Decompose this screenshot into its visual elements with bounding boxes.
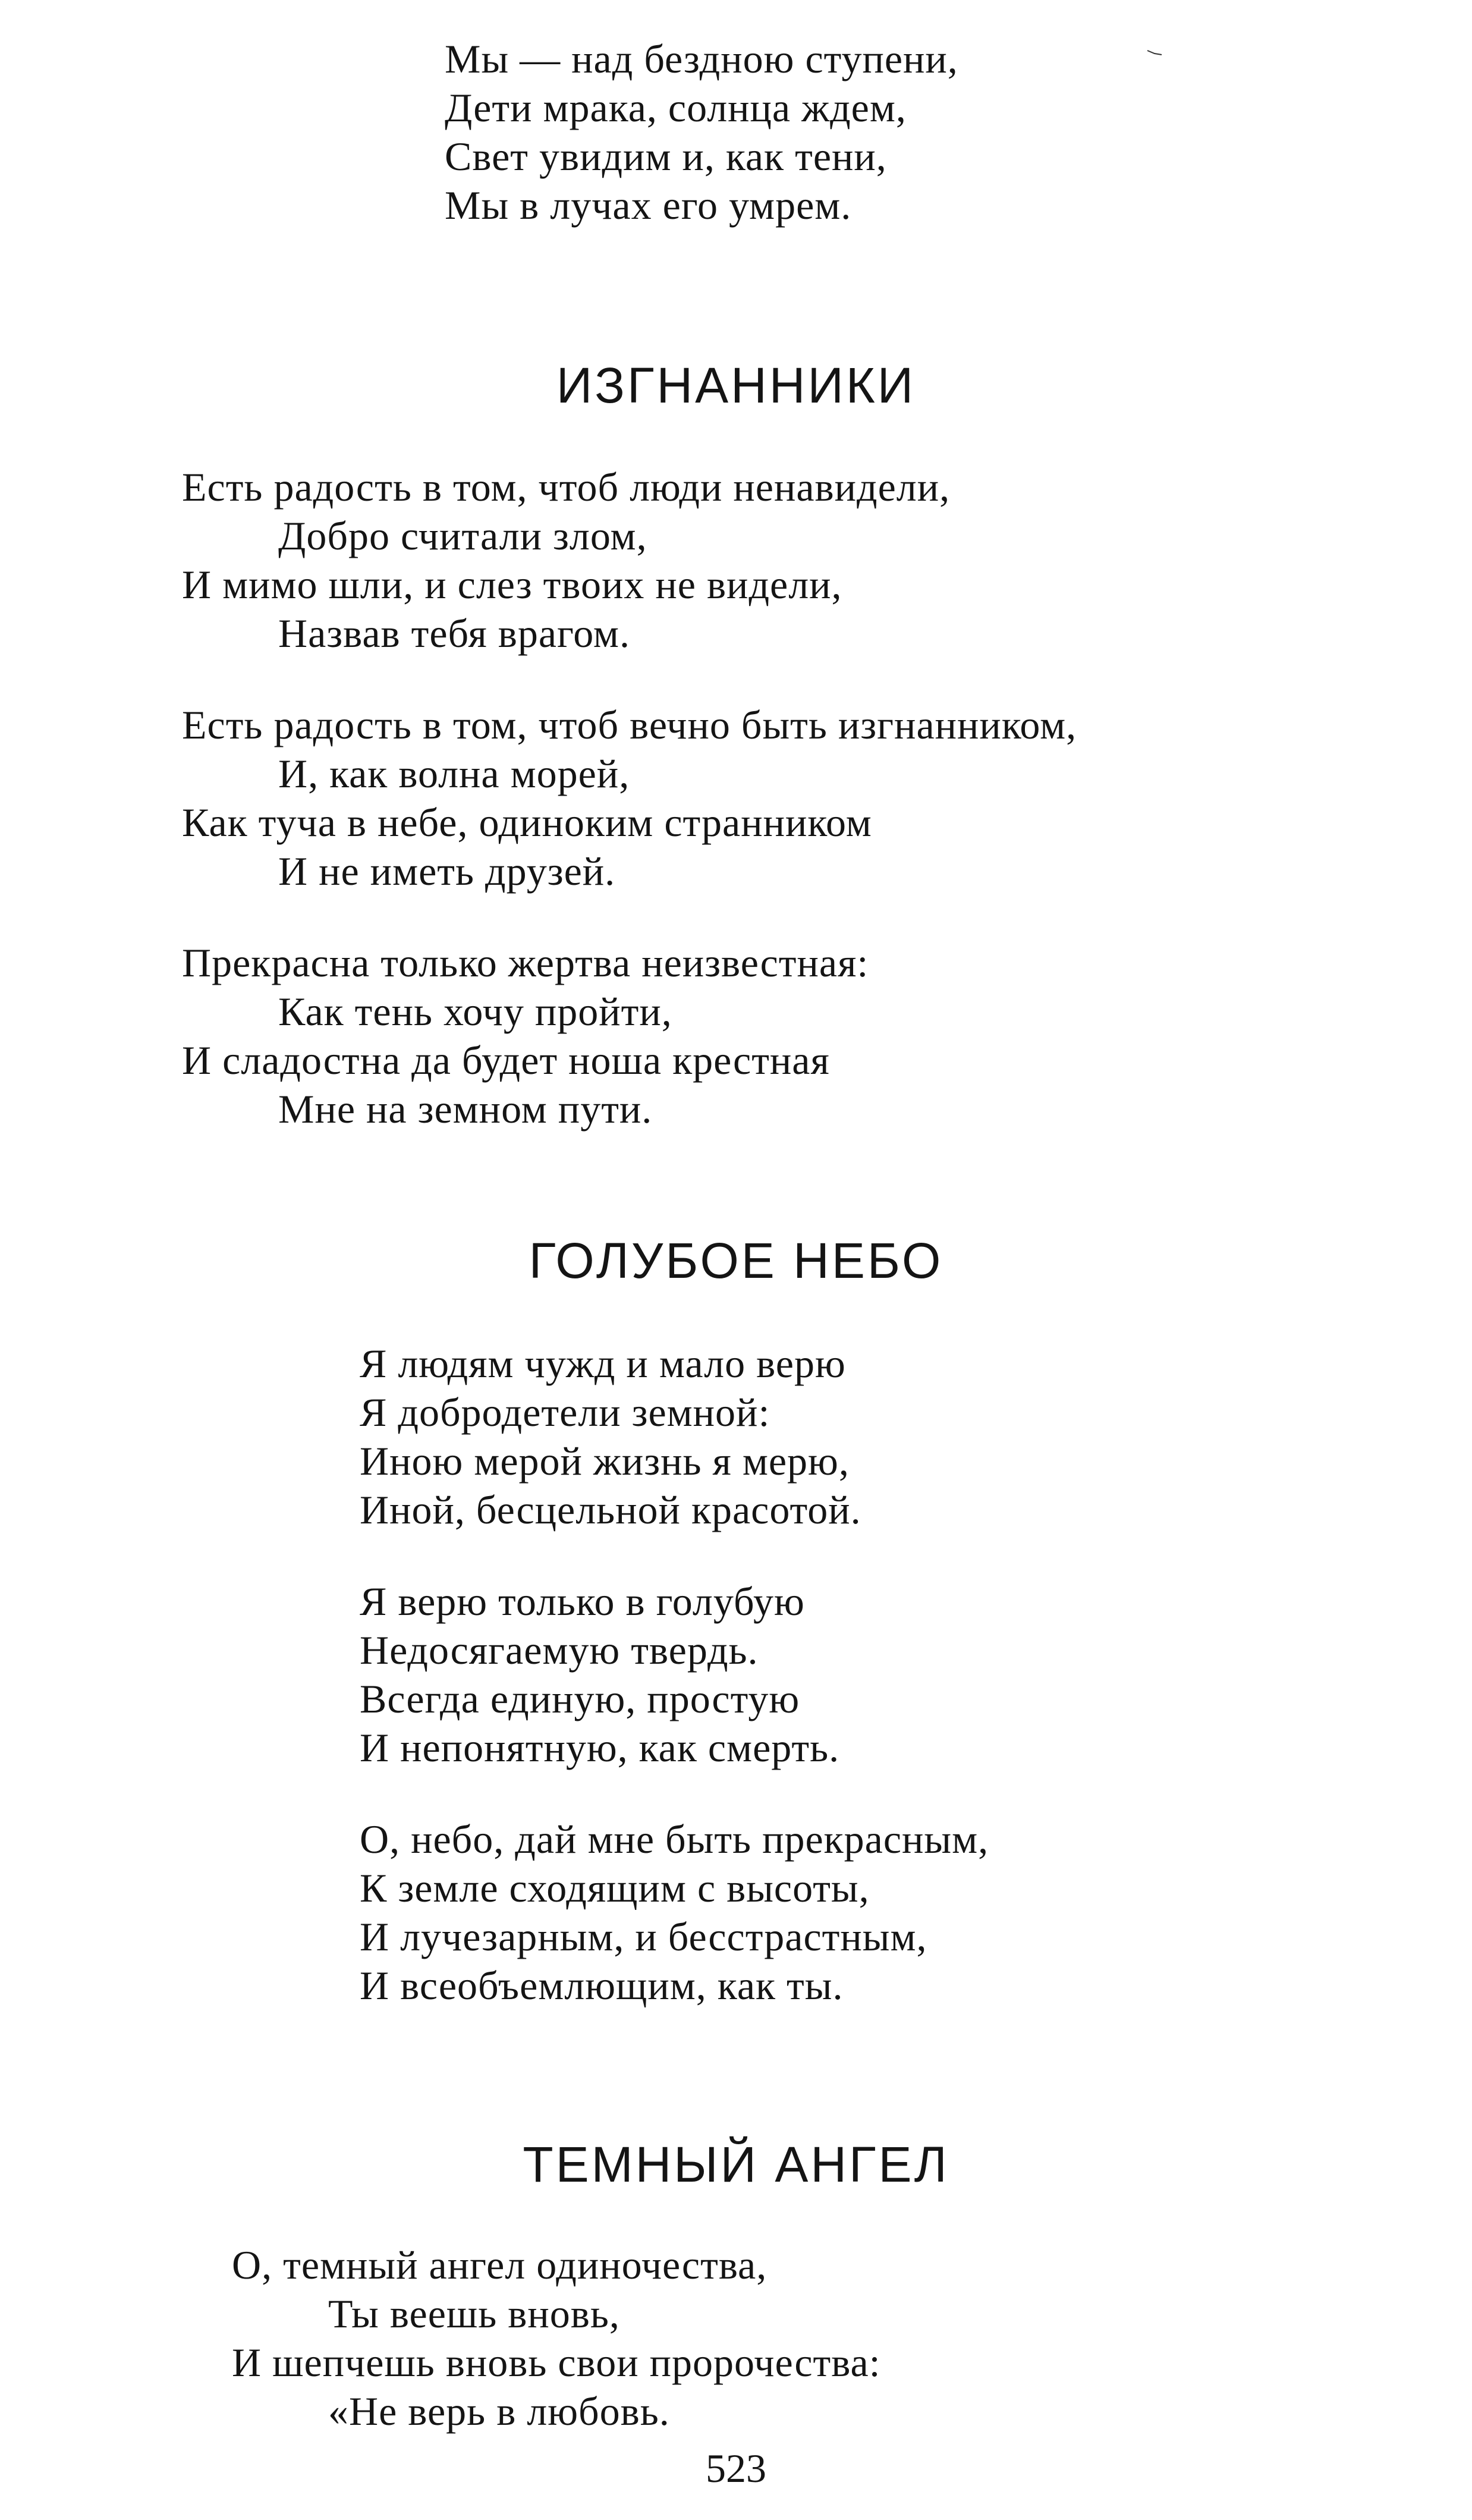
poem-temnyi-angel bbox=[232, 2241, 881, 2436]
verse-line: Есть радость в том, чтоб люди ненавидели, bbox=[182, 464, 951, 510]
verse-line: Я добродетели земной: bbox=[360, 1390, 770, 1435]
stanza bbox=[232, 2241, 881, 2436]
intro-line: Свет увидим и, как тени, bbox=[445, 134, 887, 179]
verse-line: О, небо, дай мне быть прекрасным, bbox=[360, 1817, 989, 1862]
verse-line: И непонятную, как смерть. bbox=[360, 1725, 840, 1770]
verse-line: Прекрасна только жертва неизвестная: bbox=[182, 940, 869, 985]
verse-line: Недосягаемую твердь. bbox=[360, 1627, 759, 1673]
intro-line: Мы — над бездною ступени, bbox=[445, 36, 958, 81]
poem-goluboe-nebo bbox=[360, 1339, 989, 2010]
verse-line: Ты веешь вновь, bbox=[328, 2291, 620, 2336]
intro-line: Мы в лучах его умрем. bbox=[445, 183, 852, 228]
stanza bbox=[182, 700, 1077, 895]
verse-line: И всеобъемлющим, как ты. bbox=[360, 1963, 844, 2008]
intro-stanza bbox=[445, 34, 958, 230]
verse-line: И не иметь друзей. bbox=[278, 849, 616, 894]
verse-line: Всегда единую, простую bbox=[360, 1676, 800, 1721]
page-number: 523 bbox=[706, 2446, 766, 2491]
verse-line: И лучезарным, и бесстрастным, bbox=[360, 1914, 927, 1959]
verse-line: К земле сходящим с высоты, bbox=[360, 1865, 870, 1911]
verse-line: Мне на земном пути. bbox=[278, 1086, 653, 1132]
poem-title-izgnanniki: ИЗГНАННИКИ bbox=[556, 357, 916, 413]
stanza bbox=[360, 1815, 989, 2010]
verse-line: Я людям чужд и мало верю bbox=[360, 1341, 846, 1386]
verse-line: Я верю только в голубую bbox=[360, 1579, 805, 1624]
stanza bbox=[182, 463, 1077, 658]
verse-line: И, как волна морей, bbox=[278, 751, 630, 796]
verse-line: Есть радость в том, чтоб вечно быть изгнанником, bbox=[182, 702, 1077, 747]
verse-line: Иной, бесцельной красотой. bbox=[360, 1487, 861, 1532]
poem-title-temnyi-angel: ТЕМНЫЙ АНГЕЛ bbox=[523, 2136, 949, 2192]
stanza bbox=[182, 938, 1077, 1133]
verse-line: Иною мерой жизнь я мерю, bbox=[360, 1438, 850, 1484]
stanza bbox=[360, 1339, 989, 1534]
stanza bbox=[360, 1577, 989, 1772]
poem-izgnanniki bbox=[182, 463, 1077, 1133]
verse-line: «Не верь в любовь. bbox=[328, 2389, 670, 2434]
verse-line: Как тень хочу пройти, bbox=[278, 989, 672, 1034]
verse-line: О, темный ангел одиночества, bbox=[232, 2242, 768, 2288]
stray-ink-mark bbox=[1146, 49, 1163, 56]
verse-line: И сладостна да будет ноша крестная bbox=[182, 1038, 830, 1083]
verse-line: Добро считали злом, bbox=[278, 513, 647, 558]
verse-line: И шепчешь вновь свои пророчества: bbox=[232, 2340, 881, 2385]
verse-line: И мимо шли, и слез твоих не видели, bbox=[182, 562, 842, 607]
poem-title-goluboe-nebo: ГОЛУБОЕ НЕБО bbox=[529, 1233, 943, 1289]
verse-line: Назвав тебя врагом. bbox=[278, 611, 630, 656]
intro-line: Дети мрака, солнца ждем, bbox=[445, 85, 907, 130]
verse-line: Как туча в небе, одиноким странником bbox=[182, 800, 872, 845]
